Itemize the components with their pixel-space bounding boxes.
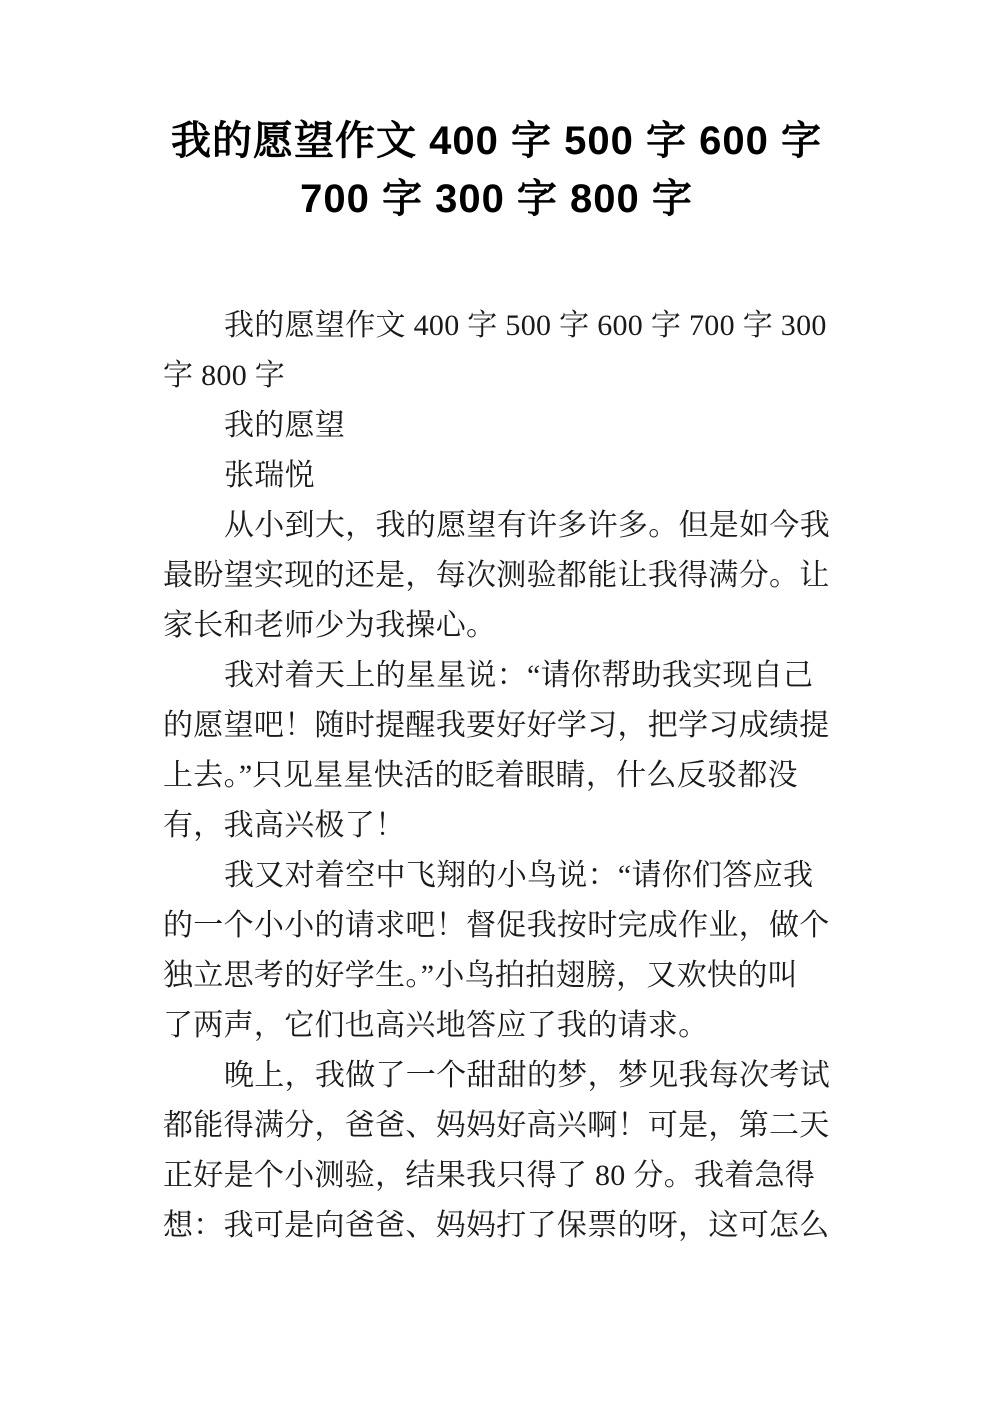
text-line: 我的愿望	[224, 409, 346, 442]
text-line: 正好是个小测验，结果我只得了 80 分。我着急得	[163, 1159, 816, 1192]
text-line: 独立思考的好学生。”小鸟拍拍翅膀，又欢快的叫	[163, 959, 798, 992]
text-line: 家长和老师少为我操心。	[163, 609, 497, 642]
text-line: 想：我可是向爸爸、妈妈打了保票的呀，这可怎么	[163, 1209, 830, 1242]
text-line: 张瑞悦	[224, 459, 315, 492]
page-title-line-1: 我的愿望作文 400 字 500 字 600 字	[171, 119, 822, 163]
text-line: 最盼望实现的还是，每次测验都能让我得满分。让	[163, 559, 830, 592]
text-line: 有，我高兴极了！	[163, 809, 406, 842]
text-line: 都能得满分，爸爸、妈妈好高兴啊！可是，第二天	[163, 1109, 830, 1142]
text-line: 字 800 字	[163, 359, 286, 392]
page-title-line-2: 700 字 300 字 800 字	[300, 177, 693, 221]
text-line: 从小到大，我的愿望有许多许多。但是如今我	[224, 509, 830, 542]
text-line: 我对着天上的星星说：“请你帮助我实现自己	[224, 659, 814, 692]
text-line: 了两声，它们也高兴地答应了我的请求。	[163, 1009, 709, 1042]
page-title	[0, 0, 993, 228]
text-line: 上去。”只见星星快活的眨着眼睛，什么反驳都没	[163, 759, 798, 792]
text-line: 我又对着空中飞翔的小鸟说：“请你们答应我	[224, 859, 814, 892]
text-line: 晚上，我做了一个甜甜的梦，梦见我每次考试	[224, 1059, 830, 1092]
text-line: 我的愿望作文 400 字 500 字 600 字 700 字 300	[224, 309, 827, 342]
text-line: 的愿望吧！随时提醒我要好好学习，把学习成绩提	[163, 709, 830, 742]
document-body	[163, 301, 831, 1251]
text-line: 的一个小小的请求吧！督促我按时完成作业，做个	[163, 909, 830, 942]
